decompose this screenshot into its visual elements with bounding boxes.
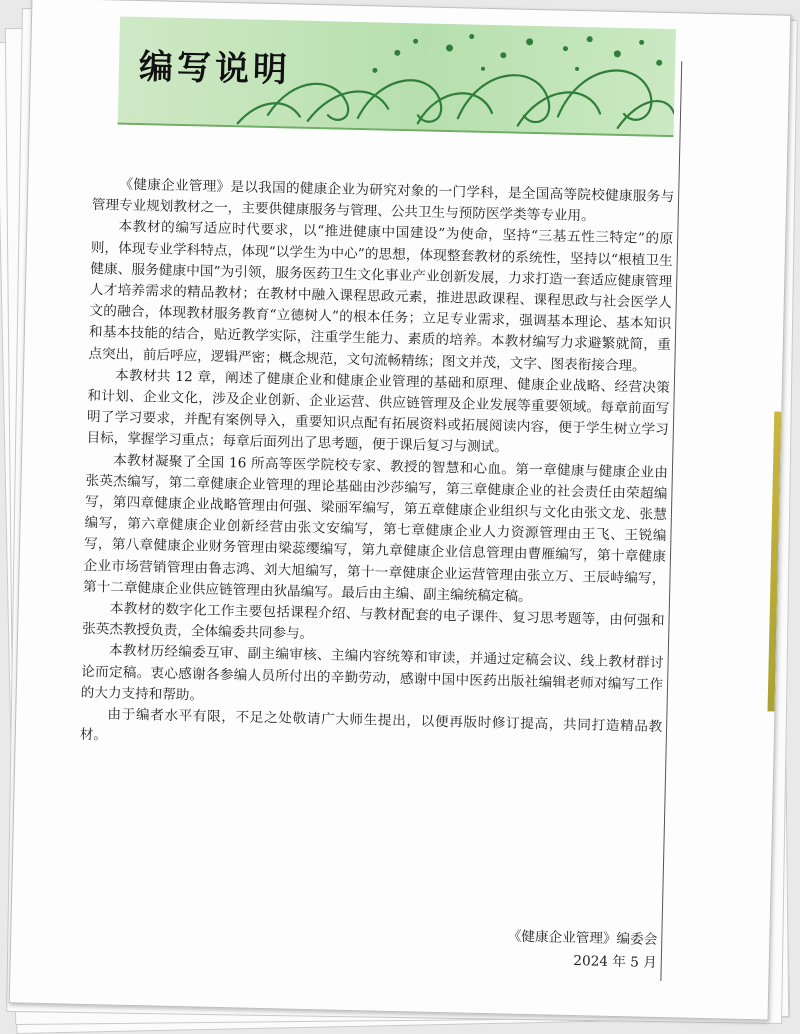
section-banner bbox=[118, 17, 676, 138]
paragraph: 本教材共 12 章，阐述了健康企业和健康企业管理的基础和原理、健康企业战略、经营决策和计划、企业文化，涉及企业创新、企业运营、供应链管理及企业发展等重要领域。每章前面写明了学习要求，并配有案例导入，重要知识点配有拓展资料或拓展阅读内容，便于学生树立学习目标，掌握学习重点；每章后面列出了思考题，便于课后复习与测试。 bbox=[86, 367, 670, 456]
paragraph: 《健康企业管理》是以我国的健康企业为研究对象的一门学科，是全国高等院校健康服务与管理专业规划教材之一，主要供健康服务与管理、公共卫生与预防医学类等专业用。 bbox=[91, 176, 675, 225]
body-text bbox=[80, 174, 675, 760]
paragraph: 本教材的数字化工作主要包括课程介绍、与教材配套的电子课件、复习思考题等，由何强和张英杰教授负责，全体编委共同参与。 bbox=[82, 600, 665, 643]
page-title: 编写说明 bbox=[138, 46, 292, 91]
signature-block bbox=[351, 922, 658, 975]
document-page bbox=[9, 0, 792, 1020]
paragraph: 本教材的编写适应时代要求，以“推进健康中国建设”为使命，坚持“三基五性三特定”的原则，体现专业学科特点，体现“以学生为中心”的思想，体现整套教材的系统性，坚持以“根植卫生健康、服务健康中国”为引领，服务医药卫生文化事业产业创新发展，力求打造一套适应健康管理人才培养需求的精品教材；在教材中融入课程思政元素，推进思政课程、课程思政与社会医学人文的融合，体现教材服务教育“立德树人”的根本任务；立足专业需求，强调基本理论、基本知识和基本技能的结合，贴近教学实际，注重学生能力、素质的培养。本教材编写力求避繁就简，重点突出，前后呼应，逻辑严密；概念规范，文句流畅精练；图文并茂，文字、图表衔接合理。 bbox=[88, 218, 674, 375]
editorial-committee: 《健康企业管理》编委会 bbox=[507, 928, 658, 948]
paragraph: 由于编者水平有限，不足之处敬请广大师生提出，以便再版时修订提高，共同打造精品教材。 bbox=[79, 706, 663, 744]
paragraph: 本教材历经编委互审、副主编审核、主编内容统筹和审读，并通过定稿会议、线上教材群讨论而定稿。衷心感谢各参编人员所付出的辛勤劳动，感谢中国中医药出版社编辑老师对编写工作的大力支持和帮助。 bbox=[80, 642, 664, 704]
date: 2024 年 5 月 bbox=[573, 953, 657, 971]
paragraph: 本教材凝聚了全国 16 所高等医学院校专家、教授的智慧和心血。第一章健康与健康企业由张英杰编写，第二章健康企业管理的理论基础由沙莎编写，第三章健康企业的社会责任由荣超编写，第四章健康企业战略管理由何强、梁丽军编写，第五章健康企业组织与文化由张文龙、张慧编写，第六章健康企业创新经营由张文安编写，第七章健康企业人力资源管理由王飞、王锐编写，第八章健康企业财务管理由梁蕊缨编写，第九章健康企业信息管理由曹雁编写，第十章健康企业市场营销管理由鲁志鸿、刘大旭编写，第十一章健康企业运营管理由张立万、王辰峙编写，第十二章健康企业供应链管理由狄晶编写。最后由主编、副主编统稿定稿。 bbox=[82, 452, 669, 605]
